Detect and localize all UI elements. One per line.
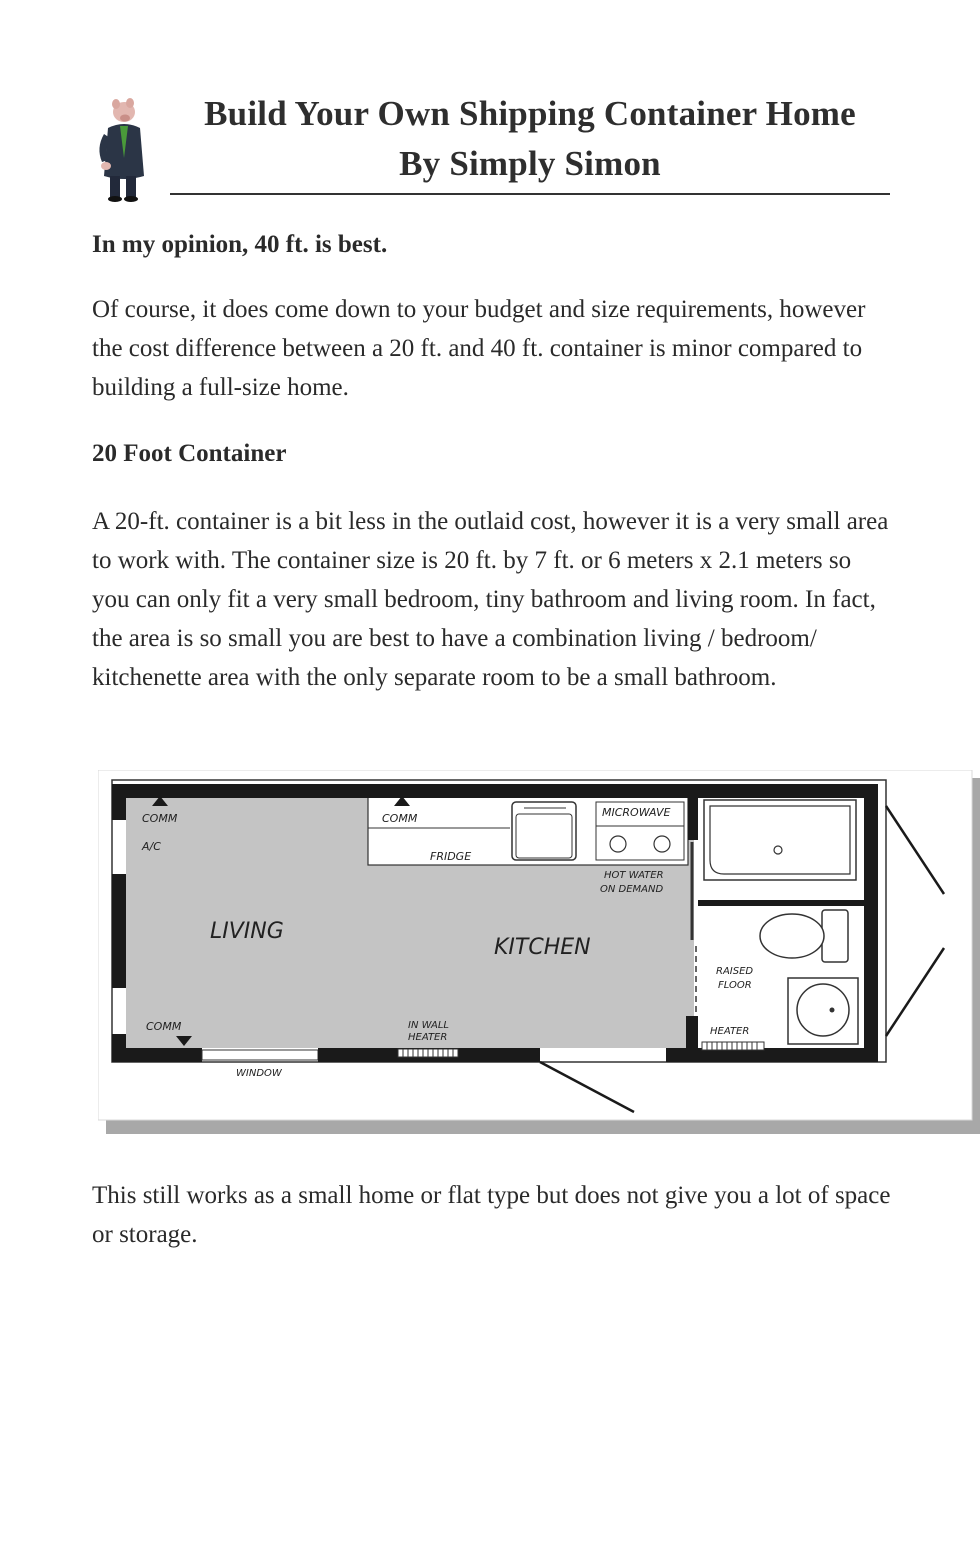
label-living: LIVING — [210, 919, 284, 944]
paragraph-20ft-container: A 20-ft. container is a bit less in the outlaid cost, however it is a very small area to work with. The container size is 20 ft. by 7 ft. or 6 meters x 2.1 meters so you can only fit a very small bedroom, tiny bathroom and living room. In fact, the area is so small you are best to have a combination living / bedroom/ kitchenette area with the only separate room to be a small bathroom. — [92, 508, 889, 691]
wall-top — [112, 784, 878, 798]
label-kitchen: KITCHEN — [494, 935, 591, 960]
in-wall-heater-icon — [398, 1049, 458, 1057]
title-divider — [170, 193, 890, 195]
heading-opinion: In my opinion, 40 ft. is best. — [92, 231, 388, 258]
label-comm-1: COMM — [142, 812, 178, 825]
toilet-bowl — [760, 914, 824, 958]
label-hot-water: HOT WATER — [604, 870, 664, 881]
page-subtitle-author: By Simply Simon — [399, 144, 661, 183]
label-on-demand: ON DEMAND — [600, 884, 664, 895]
container-floor-plan — [98, 770, 980, 1134]
wall-left — [112, 874, 126, 988]
label-comm-2: COMM — [382, 812, 418, 825]
shower — [704, 800, 856, 880]
page-title: Build Your Own Shipping Container Home — [204, 94, 856, 133]
partition-wall-bottom — [686, 1016, 698, 1048]
paragraph-closing: This still works as a small home or flat type but does not give you a lot of space or storage. — [92, 1182, 891, 1248]
label-fridge: FRIDGE — [430, 850, 472, 863]
kitchen-sink — [512, 802, 576, 860]
label-window: WINDOW — [236, 1068, 282, 1079]
label-raised: RAISED — [716, 966, 754, 977]
label-microwave: MICROWAVE — [602, 806, 671, 819]
wall-right — [864, 784, 878, 1062]
partition-wall-top — [688, 796, 698, 840]
pig-mascot-icon — [94, 98, 150, 202]
label-heater: HEATER — [710, 1026, 750, 1037]
window — [202, 1050, 318, 1060]
label-floor: FLOOR — [718, 980, 752, 991]
label-in-wall-heater: HEATER — [408, 1032, 448, 1043]
toilet-tank — [822, 910, 848, 962]
label-in-wall: IN WALL — [408, 1020, 449, 1031]
paragraph-budget: Of course, it does come down to your budget and size requirements, however the cost difference between a 20 ft. and 40 ft. container is minor compared to building a full-size home. — [92, 296, 866, 401]
bathroom-sink — [788, 978, 858, 1044]
label-ac: A/C — [142, 840, 161, 853]
wall-bottom-left — [112, 1048, 202, 1062]
heading-20ft-container: 20 Foot Container — [92, 440, 287, 467]
label-comm-3: COMM — [146, 1020, 182, 1033]
wall-bottom-right — [666, 1048, 878, 1062]
bathroom-heater-icon — [702, 1042, 764, 1050]
